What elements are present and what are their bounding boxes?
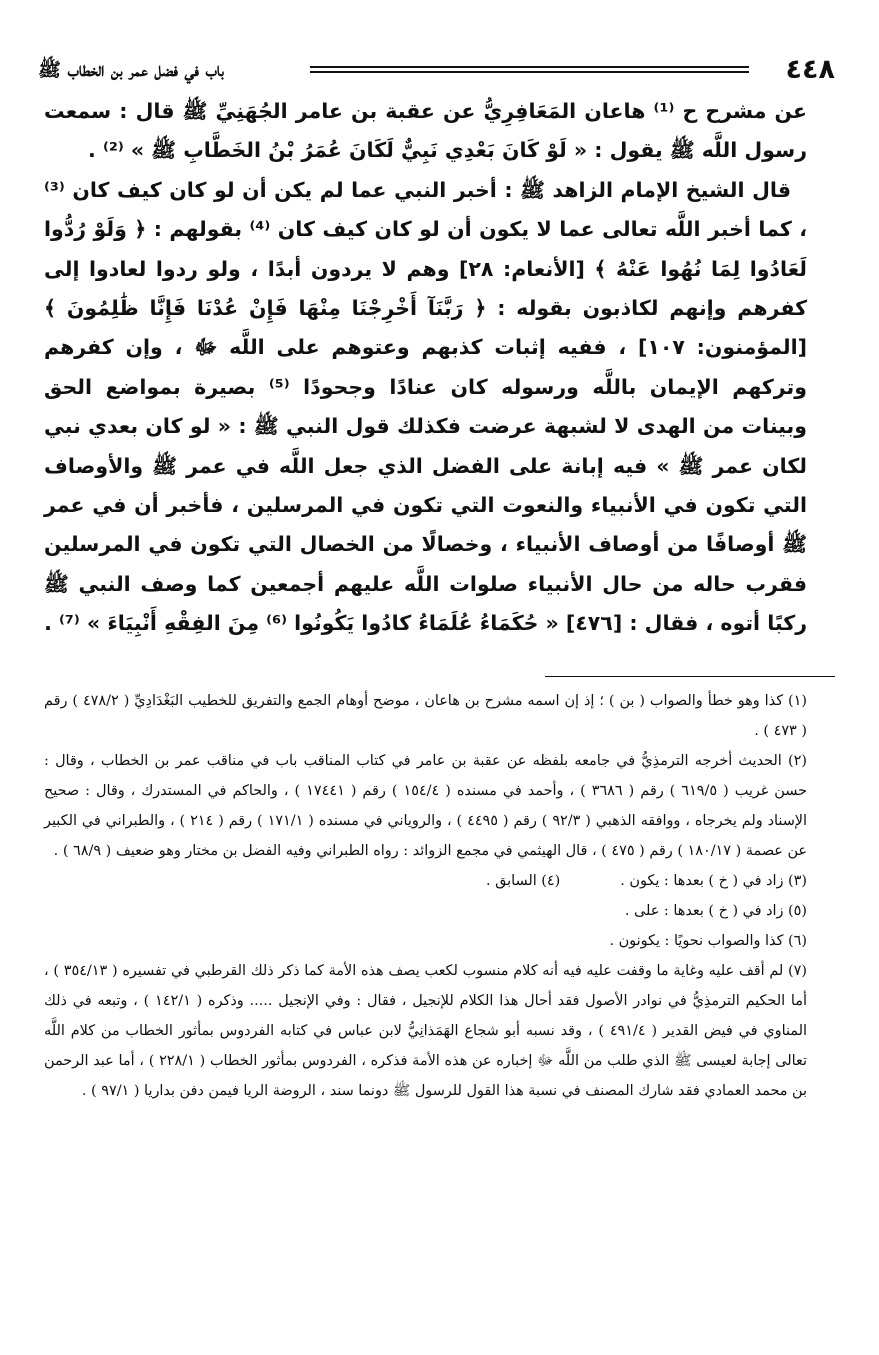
page-number: ٤٤٨ — [785, 54, 835, 85]
paragraph-hadith: عن مشرح ح ⁽¹⁾ هاعان المَعَافِرِيُّ عن عقبة بن عامر الجُهَنِيِّ ﷺ قال : سمعت رسول اللَّه ﷺ يقول : « لَوْ كَانَ بَعْدِي نَبِيٌّ لَكَانَ عُمَرُ بْنُ الخَطَّابِ ﷺ » ⁽²⁾ . — [44, 99, 807, 163]
footnote-3: (٣) زاد في ( خ ) بعدها : يكون . — [620, 873, 807, 889]
paragraph-commentary: قال الشيخ الإمام الزاهد ﷺ : أخبر النبي عما لم يكن أن لو كان كيف كان ⁽³⁾ ، كما أخبر اللَّه تعالى عما لا يكون أن لو كان كيف كان ⁽⁴⁾ بقولهم : ﴿ وَلَوْ رُدُّوا لَعَادُوا لِمَا نُهُوا عَنْهُ ﴾ [الأنعام: ٢٨] وهم لا يردون أبدًا ، ولو ردوا لعادوا إلى كفرهم وإنهم لكاذبون بقوله : ﴿ رَبَّنَآ أَخْرِجْنَا مِنْهَا فَإِنْ عُدْنَا فَإِنَّا ظَٰلِمُونَ ﴾ [المؤمنون: ١٠٧] ، ففيه إثبات كذبهم وعتوهم على اللَّه ﷻ ، وإن كفرهم وتركهم الإيمان باللَّه ورسوله كان عنادًا وجحودًا ⁽⁵⁾ بصيرة بمواضع الحق وبينات من الهدى لا لشبهة عرضت فكذلك قول النبي ﷺ : « لو كان بعدي نبي لكان عمر ﷺ » فيه إبانة على الفضل الذي جعل اللَّه في عمر ﷺ والأوصاف التي تكون في الأنبياء والنعوت التي تكون في المرسلين ، فأخبر أن في عمر ﷺ أوصافًا من أوصاف الأنبياء ، وخصالًا من الخصال التي تكون في المرسلين فقرب حاله من حال الأنبياء صلوات اللَّه عليهم أجمعين كما وصف النبي ﷺ ركبًا أتوه ، فقال : [٤٧٦] « حُكَمَاءُ عُلَمَاءُ كادُوا يَكُونُوا ⁽⁶⁾ مِنَ الفِقْهِ أَنْبِيَاءَ » ⁽⁷⁾ . — [44, 177, 807, 636]
footnote-7: (٧) لم أقف عليه وغاية ما وقفت عليه فيه أنه كلام منسوب لكعب يصف هذه الأمة كما ذكر ذلك القرطبي في تفسيره ( ٣٥٤/١٣ ) ، أما الحكيم الترمذِيُّ في نوادر الأصول فقد أحال هذا الكلام للإنجيل ، فقال : وفي الإنجيل ..... وذكره ( ١٤٢/١ ) ، وتبعه في ذلك المناوي في فيض القدير ( ٤٩١/٤ ) ، وقد نسبه أبو شجاع الهَمَذانِيُّ لابن عباس في كتابه الفردوس بمأثور الخطاب من كلام اللَّه تعالى إجابة لعيسى ﷺ الذي طلب من اللَّه ﷻ إخباره عن هذه الأمة فذكره ، الفردوس بمأثور الخطاب ( ٢٢٨/١ ) ، أما عبد الرحمن بن محمد العمادي فقد شارك المصنف في نسبة هذا القول للرسول ﷺ دونما سند ، الروضة الريا فيمن دفن بداريا ( ٩٧/١ ) . — [44, 963, 808, 1099]
header-rule — [310, 66, 749, 73]
main-text — [44, 92, 807, 652]
footnote-row — [44, 866, 807, 896]
footnote-5: (٥) زاد في ( خ ) بعدها : على . — [624, 903, 807, 919]
footnotes — [44, 686, 807, 1106]
footnote-1: (١) كذا وهو خطأ والصواب ( بن ) ؛ إذ إن اسمه مشرح بن هاعان ، موضح أوهام الجمع والتفريق للخطيب البَغْدَادِيِّ ( ٤٧٨/٢ ) رقم ( ٤٧٣ ) . — [44, 693, 807, 739]
footnote-divider — [545, 676, 835, 677]
footnote-6: (٦) كذا والصواب نحويًا : يكونون . — [609, 933, 807, 949]
footnote-4: (٤) السابق . — [485, 873, 561, 889]
chapter-title: باب في فضل عمر بن الخطاب ﷺ — [38, 59, 224, 81]
footnote-2: (٢) الحديث أخرجه الترمذِيُّ في جامعه بلفظه عن عقبة بن عامر في كتاب المناقب باب في مناقب عمر بن الخطاب ، وقال : حسن غريب ( ٦١٩/٥ ) رقم ( ٣٦٨٦ ) ، وأحمد في مسنده ( ١٥٤/٤ ) رقم ( ١٧٤٤١ ) ، والحاكم في المستدرك ، وقال : صحيح الإسناد ولم يخرجاه ، ووافقه الذهبي ( ٩٢/٣ ) رقم ( ٤٤٩٥ ) ، والروياني في مسنده ( ١٧١/١ ) رقم ( ٢١٤ ) ، والطبراني في الكبير عن عصمة ( ١٨٠/١٧ ) رقم ( ٤٧٥ ) ، قال الهيثمي في مجمع الزوائد : رواه الطبراني وفيه الفضل بن مختار وهو ضعيف ( ٦٨/٩ ) . — [44, 753, 808, 859]
page-header — [38, 50, 835, 90]
